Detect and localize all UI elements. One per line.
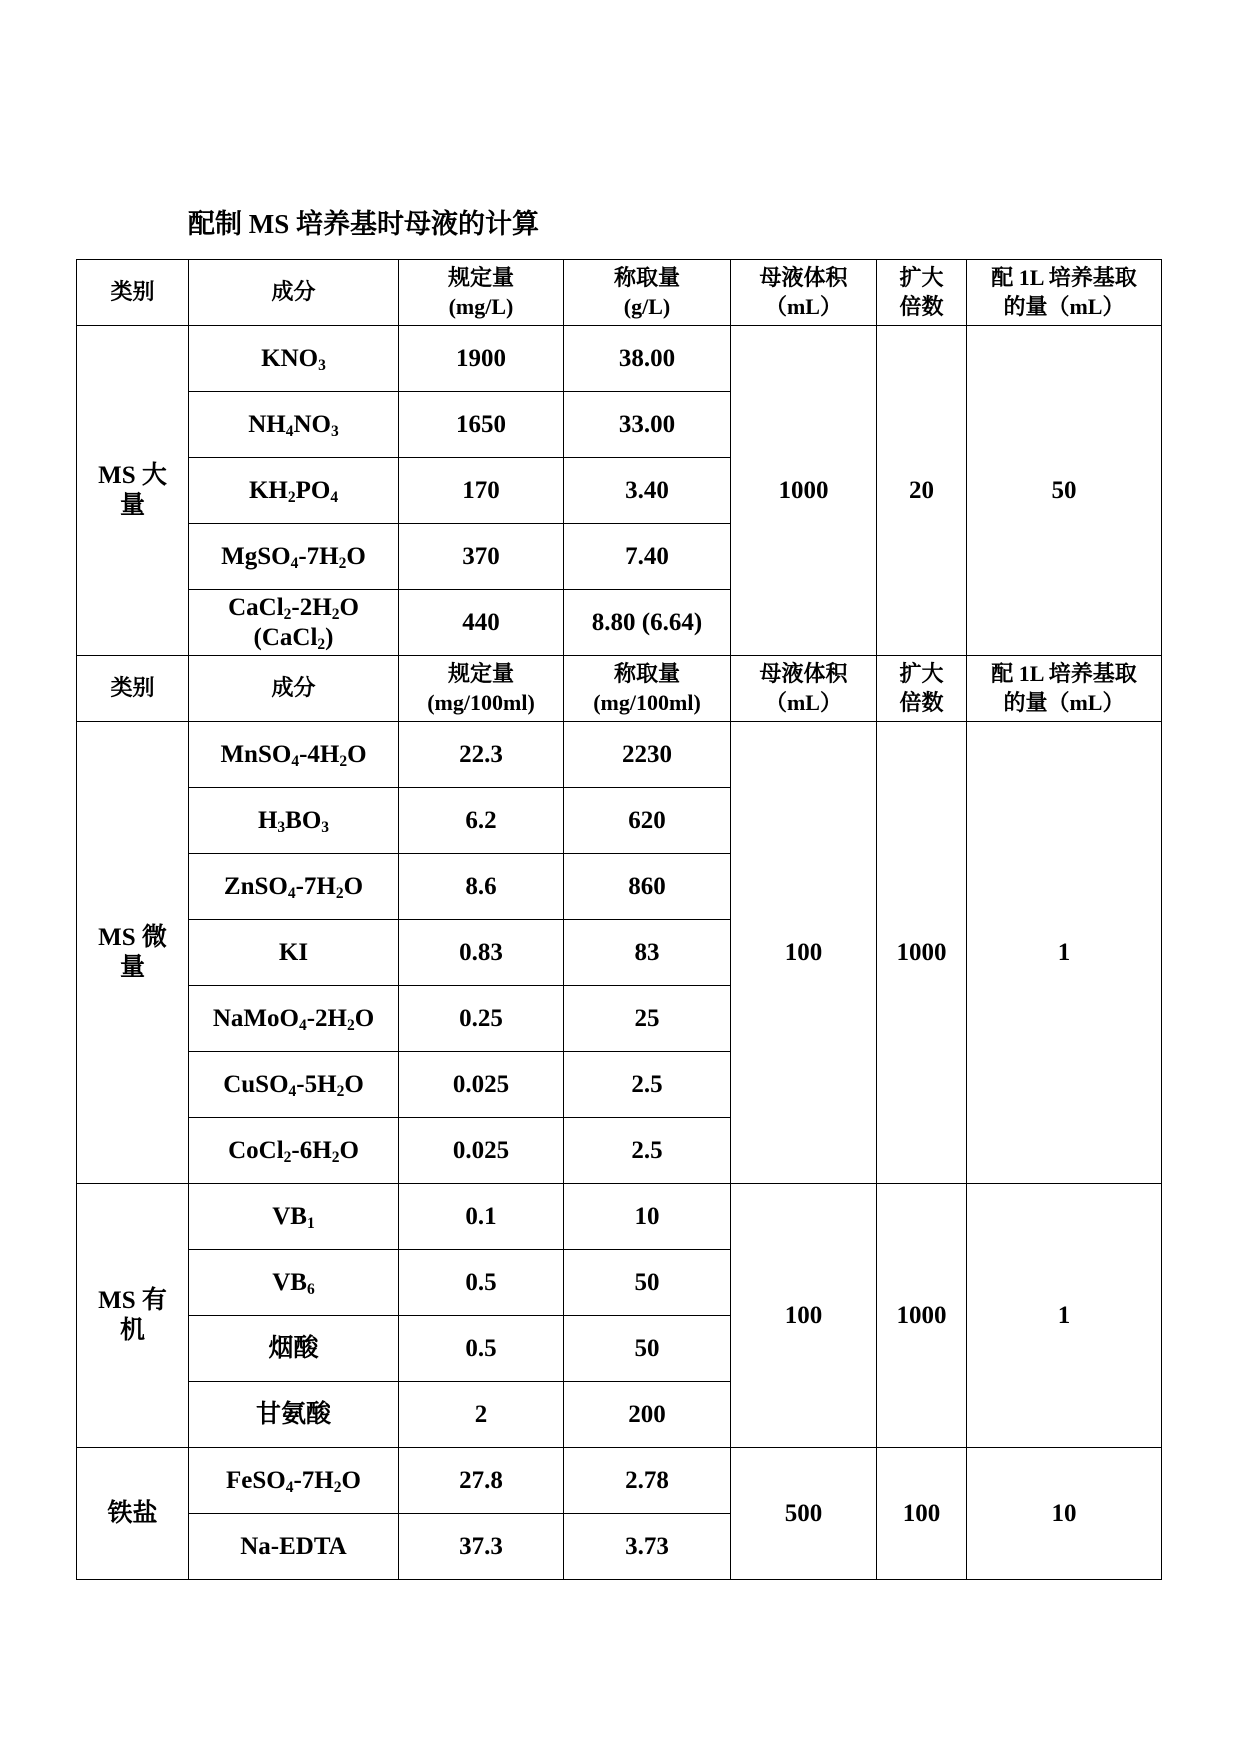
header-spec: 规定量 (mg/L) bbox=[399, 260, 564, 326]
table-row bbox=[77, 1184, 1162, 1250]
component-cell: 烟酸 bbox=[189, 1316, 399, 1382]
spec-cell: 0.5 bbox=[399, 1316, 564, 1382]
component-cell: $CuSO_4-5H_2O$ bbox=[189, 1052, 399, 1118]
header-volume: 母液体积 （mL） bbox=[731, 260, 877, 326]
spec-cell: 2 bbox=[399, 1382, 564, 1448]
spec-cell: 8.6 bbox=[399, 854, 564, 920]
factor-cell: 1000 bbox=[877, 1184, 967, 1448]
component-cell: $NaMoO_4-2H_2O$ bbox=[189, 986, 399, 1052]
component-cell: $MnSO_4-4H_2O$ bbox=[189, 722, 399, 788]
header-factor: 扩大 倍数 bbox=[877, 260, 967, 326]
component-cell: $H_3BO_3$ bbox=[189, 788, 399, 854]
weigh-cell: 3.73 bbox=[564, 1514, 731, 1580]
table-row bbox=[77, 722, 1162, 788]
table-row bbox=[77, 1448, 1162, 1514]
volume-cell: 100 bbox=[731, 1184, 877, 1448]
header-weigh: 称取量 (g/L) bbox=[564, 260, 731, 326]
spec-cell: 22.3 bbox=[399, 722, 564, 788]
page-title: 配制 MS 培养基时母液的计算 bbox=[188, 209, 539, 239]
component-cell: $VB_1$ bbox=[189, 1184, 399, 1250]
weigh-cell: 33.00 bbox=[564, 392, 731, 458]
weigh-cell: 2.78 bbox=[564, 1448, 731, 1514]
take-cell: 1 bbox=[967, 1184, 1162, 1448]
weigh-cell: 2230 bbox=[564, 722, 731, 788]
component-cell: $ZnSO_4-7H_2O$ bbox=[189, 854, 399, 920]
component-cell: $KH_2PO_4$ bbox=[189, 458, 399, 524]
header-spec: 规定量 (mg/100ml) bbox=[399, 656, 564, 722]
spec-cell: 440 bbox=[399, 590, 564, 656]
component-cell: 甘氨酸 bbox=[189, 1382, 399, 1448]
spec-cell: 0.025 bbox=[399, 1118, 564, 1184]
component-cell: $MgSO_4-7H_2O$ bbox=[189, 524, 399, 590]
header-category: 类别 bbox=[77, 656, 189, 722]
category-ms-macro: MS 大 量 bbox=[77, 326, 189, 656]
component-cell: KI bbox=[189, 920, 399, 986]
weigh-cell: 3.40 bbox=[564, 458, 731, 524]
spec-cell: 37.3 bbox=[399, 1514, 564, 1580]
weigh-cell: 83 bbox=[564, 920, 731, 986]
take-cell: 10 bbox=[967, 1448, 1162, 1580]
table-row bbox=[77, 326, 1162, 392]
weigh-cell: 25 bbox=[564, 986, 731, 1052]
spec-cell: 0.5 bbox=[399, 1250, 564, 1316]
spec-cell: 6.2 bbox=[399, 788, 564, 854]
spec-cell: 0.1 bbox=[399, 1184, 564, 1250]
weigh-cell: 10 bbox=[564, 1184, 731, 1250]
spec-cell: 370 bbox=[399, 524, 564, 590]
spec-cell: 0.25 bbox=[399, 986, 564, 1052]
weigh-cell: 2.5 bbox=[564, 1052, 731, 1118]
component-cell: $NH_4NO_3$ bbox=[189, 392, 399, 458]
weigh-cell: 620 bbox=[564, 788, 731, 854]
volume-cell: 500 bbox=[731, 1448, 877, 1580]
category-iron-salt: 铁盐 bbox=[77, 1448, 189, 1580]
spec-cell: 1900 bbox=[399, 326, 564, 392]
header-component: 成分 bbox=[189, 656, 399, 722]
header-volume: 母液体积 （mL） bbox=[731, 656, 877, 722]
component-cell: $FeSO_4-7H_2O$ bbox=[189, 1448, 399, 1514]
component-cell: $KNO_3$ bbox=[189, 326, 399, 392]
header-category: 类别 bbox=[77, 260, 189, 326]
volume-cell: 1000 bbox=[731, 326, 877, 656]
factor-cell: 1000 bbox=[877, 722, 967, 1184]
component-cell: $CoCl_2-6H_2O$ bbox=[189, 1118, 399, 1184]
spec-cell: 1650 bbox=[399, 392, 564, 458]
weigh-cell: 50 bbox=[564, 1316, 731, 1382]
category-ms-organic: MS 有 机 bbox=[77, 1184, 189, 1448]
weigh-cell: 2.5 bbox=[564, 1118, 731, 1184]
header-row-2 bbox=[77, 656, 1162, 722]
weigh-cell: 860 bbox=[564, 854, 731, 920]
weigh-cell: 38.00 bbox=[564, 326, 731, 392]
factor-cell: 20 bbox=[877, 326, 967, 656]
factor-cell: 100 bbox=[877, 1448, 967, 1580]
header-take: 配 1L 培养基取 的量（mL） bbox=[967, 260, 1162, 326]
weigh-cell: 200 bbox=[564, 1382, 731, 1448]
header-row-1 bbox=[77, 260, 1162, 326]
header-factor: 扩大 倍数 bbox=[877, 656, 967, 722]
take-cell: 50 bbox=[967, 326, 1162, 656]
spec-cell: 0.025 bbox=[399, 1052, 564, 1118]
take-cell: 1 bbox=[967, 722, 1162, 1184]
weigh-cell: 8.80 (6.64) bbox=[564, 590, 731, 656]
spec-cell: 170 bbox=[399, 458, 564, 524]
category-ms-micro: MS 微 量 bbox=[77, 722, 189, 1184]
header-component: 成分 bbox=[189, 260, 399, 326]
volume-cell: 100 bbox=[731, 722, 877, 1184]
spec-cell: 0.83 bbox=[399, 920, 564, 986]
weigh-cell: 7.40 bbox=[564, 524, 731, 590]
header-take: 配 1L 培养基取 的量（mL） bbox=[967, 656, 1162, 722]
weigh-cell: 50 bbox=[564, 1250, 731, 1316]
header-weigh: 称取量 (mg/100ml) bbox=[564, 656, 731, 722]
component-cell: $VB_6$ bbox=[189, 1250, 399, 1316]
component-cell: $CaCl_2-2H_2O$ (CaCl$_2$) bbox=[189, 590, 399, 656]
spec-cell: 27.8 bbox=[399, 1448, 564, 1514]
component-cell: Na-EDTA bbox=[189, 1514, 399, 1580]
ms-stock-solution-table bbox=[76, 259, 1162, 1580]
